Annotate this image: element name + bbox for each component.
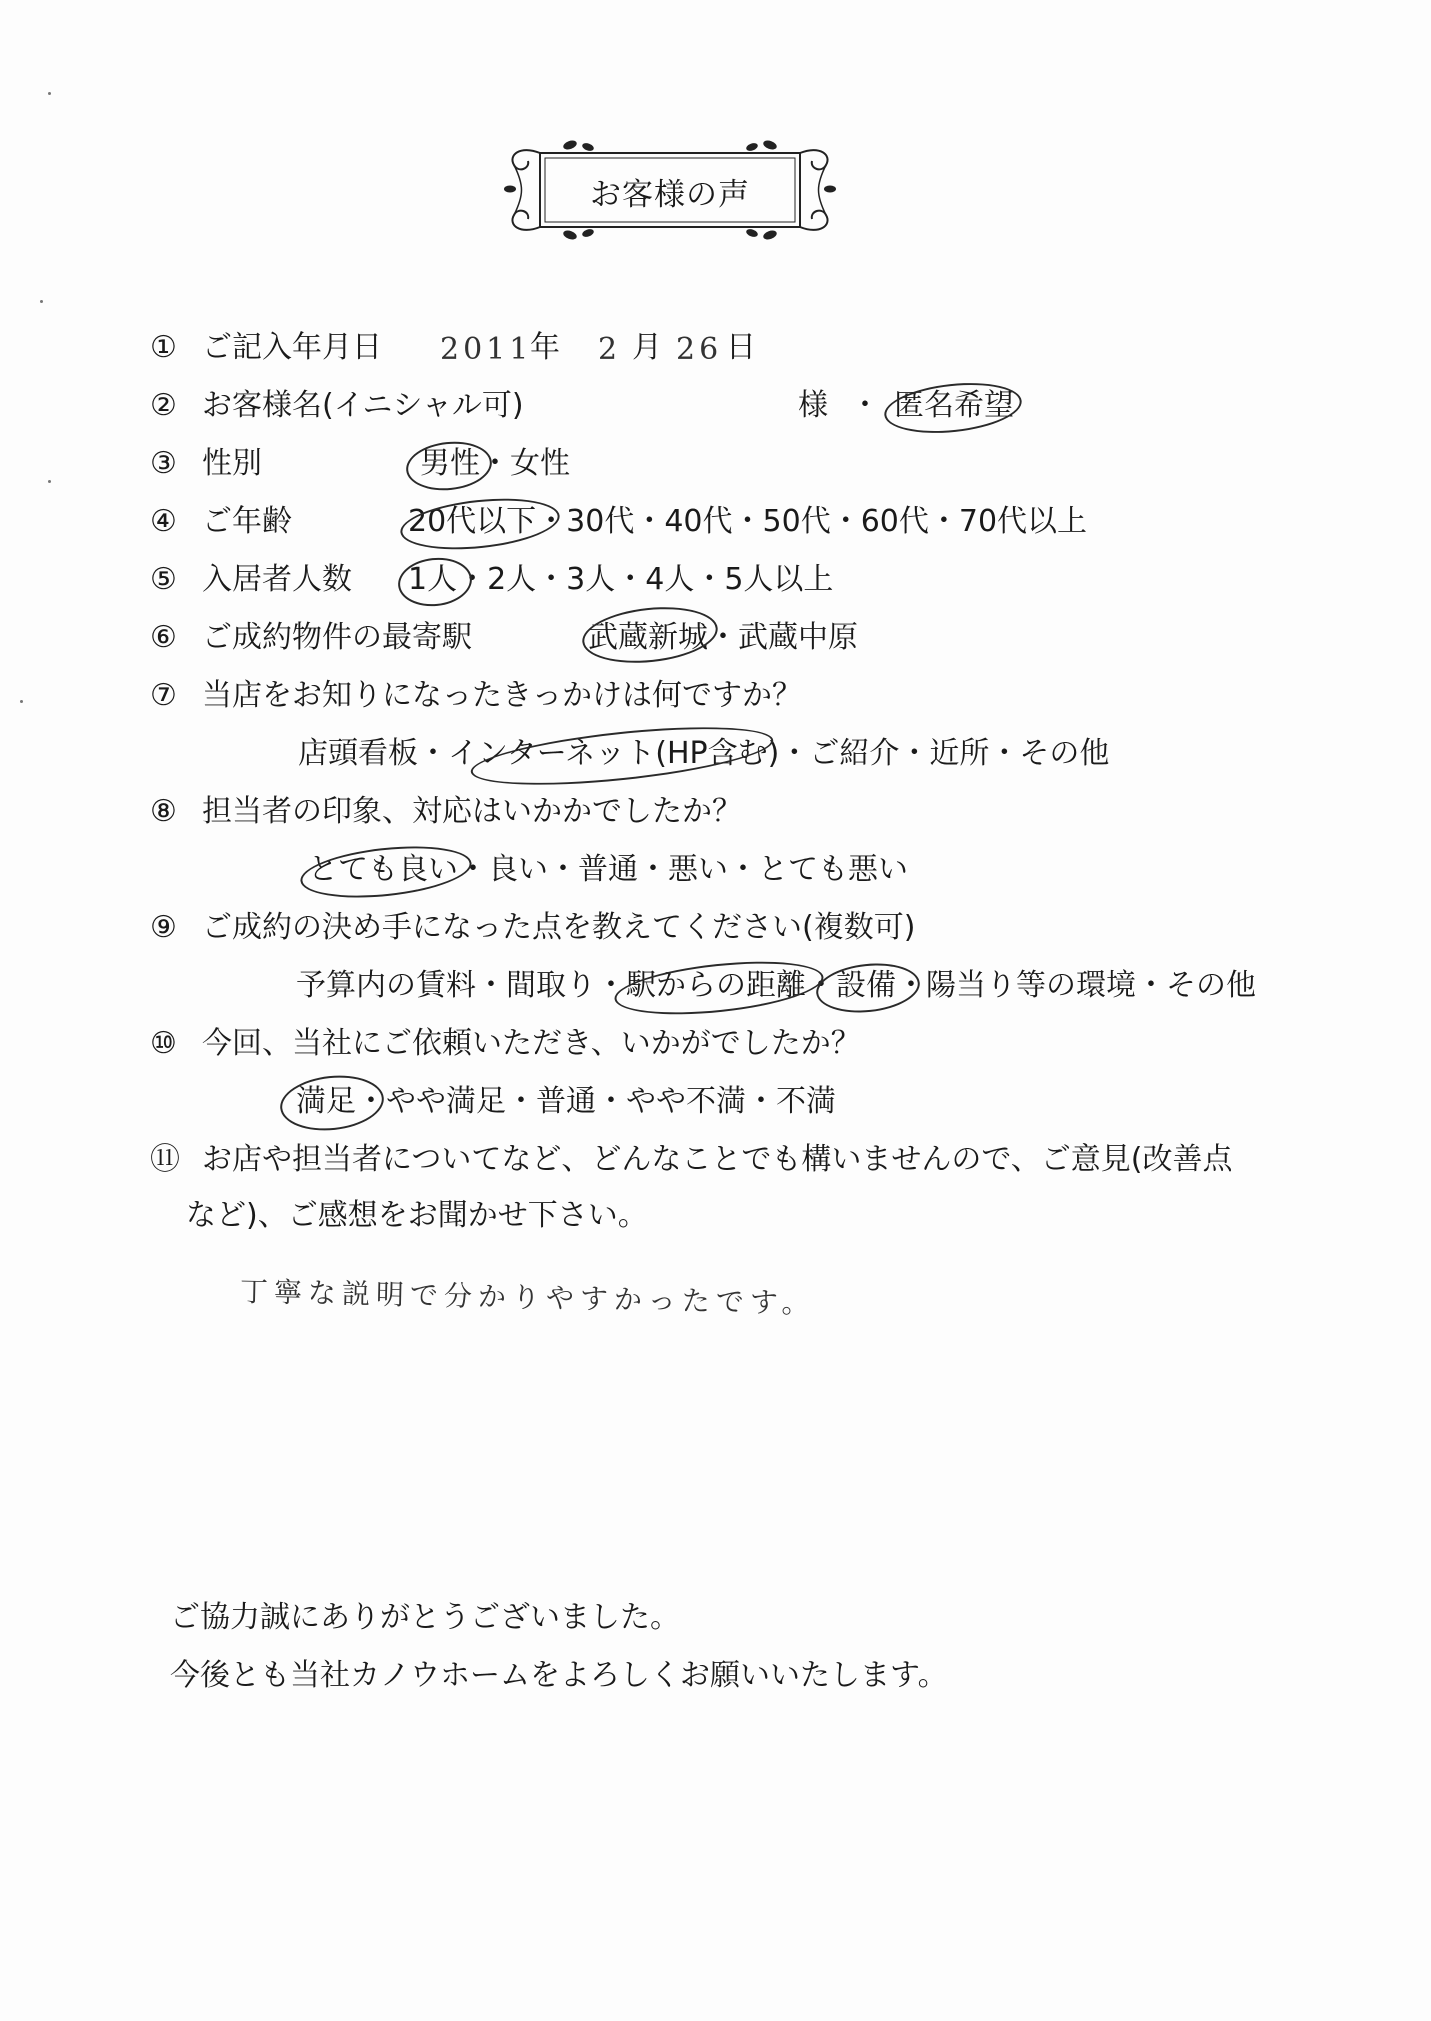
question-number: ⑦ (150, 678, 177, 713)
handwritten-comment: 丁寧な説明で分かりやすかったです。 (239, 1275, 816, 1321)
date-day-value: 26 (676, 332, 723, 367)
question-label: 当店をお知りになったきっかけは何ですか？ (202, 678, 802, 713)
question-age (150, 502, 292, 542)
closing-message: 今後とも当社カノウホームをよろしくお願いいたします。 (170, 1658, 948, 1693)
question-source (150, 676, 802, 716)
question-number: ⑪ (150, 1142, 180, 1177)
scan-speck (20, 700, 23, 703)
question-label: 今回、当社にご依頼いただき、いかがでしたか？ (202, 1026, 861, 1061)
date-year-unit: 年 (530, 330, 560, 365)
question-comments (150, 1140, 1233, 1180)
satisfaction-options: 満足・やや満足・普通・やや不満・不満 (296, 1084, 836, 1119)
question-label: ご記入年月日 (202, 330, 382, 365)
question-number: ⑥ (150, 620, 177, 655)
scan-speck (40, 300, 43, 303)
question-impression (150, 792, 742, 832)
question-occupants (150, 560, 352, 600)
source-options: 店頭看板・インターネット(HP含む)・ご紹介・近所・その他 (298, 736, 1110, 771)
separator: ・ (850, 388, 880, 423)
question-label: 性別 (202, 446, 262, 481)
question-satisfaction (150, 1024, 861, 1064)
date-month-value: 2 (598, 332, 622, 367)
question-number: ⑤ (150, 562, 177, 597)
scan-speck (48, 92, 51, 95)
question-gender (150, 444, 262, 484)
question-label: ご成約物件の最寄駅 (202, 620, 472, 655)
question-number: ③ (150, 446, 177, 481)
question-number: ② (150, 388, 177, 423)
question-label: お客様名(イニシャル可) (202, 388, 524, 423)
question-deciding-factor (150, 908, 915, 948)
question-number: ⑨ (150, 910, 177, 945)
question-number: ④ (150, 504, 177, 539)
question-label: 担当者の印象、対応はいかかでしたか？ (202, 794, 742, 829)
page-title: お客様の声 (590, 177, 750, 213)
occupant-options: 1人・2人・3人・4人・5人以上 (408, 562, 834, 597)
age-options: 20代以下・30代・40代・50代・60代・70代以上 (408, 504, 1088, 539)
question-name (150, 386, 524, 426)
question-label: ご成約の決め手になった点を教えてください(複数可) (202, 910, 916, 945)
title-banner (500, 135, 840, 245)
thanks-message: ご協力誠にありがとうございました。 (170, 1600, 680, 1635)
question-number: ① (150, 330, 177, 365)
question-label: ご年齢 (202, 504, 292, 539)
gender-options: 男性・女性 (420, 446, 570, 481)
date-month-unit: 月 (632, 330, 662, 365)
question-label-continued: など)、ご感想をお聞かせ下さい。 (186, 1198, 648, 1233)
impression-options: とても良い・良い・普通・悪い・とても悪い (308, 852, 908, 887)
question-station (150, 618, 472, 658)
honorific-label: 様 (798, 388, 828, 423)
question-date (150, 328, 382, 368)
date-year-value: 2011 (440, 332, 533, 367)
scan-speck (48, 480, 51, 483)
anonymous-option: 匿名希望 (894, 388, 1014, 423)
date-day-unit: 日 (726, 330, 756, 365)
question-number: ⑩ (150, 1026, 177, 1061)
question-label: お店や担当者についてなど、どんなことでも構いませんので、ご意見(改善点 (202, 1142, 1233, 1177)
question-number: ⑧ (150, 794, 177, 829)
station-options: 武蔵新城・武蔵中原 (588, 620, 858, 655)
deciding-factor-options: 予算内の賃料・間取り・駅からの距離・設備・陽当り等の環境・その他 (296, 968, 1256, 1003)
question-label: 入居者人数 (202, 562, 352, 597)
